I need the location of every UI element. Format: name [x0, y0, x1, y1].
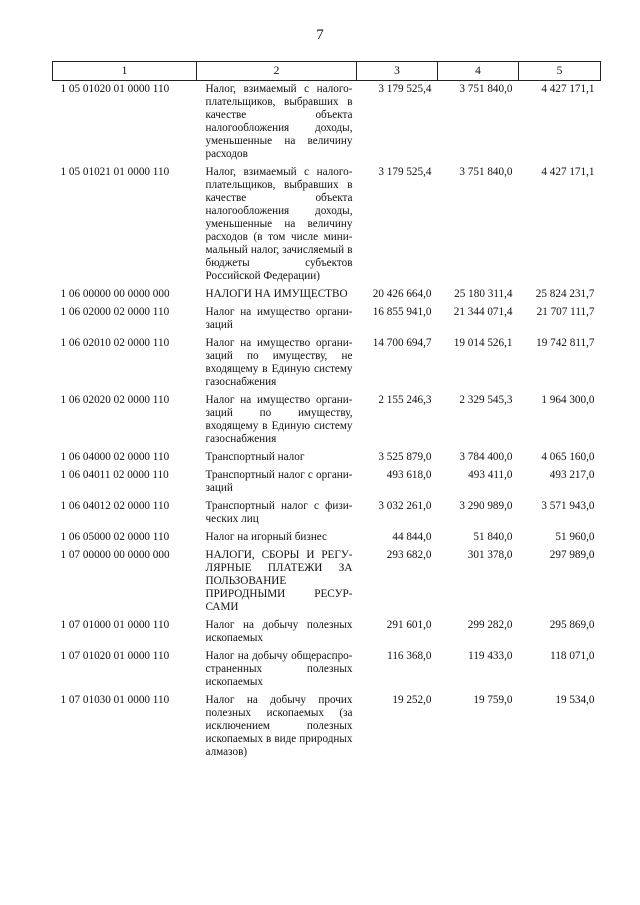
table-row	[53, 692, 601, 762]
value-col-4-cell: 51 840,0	[473, 531, 513, 543]
table-row	[53, 164, 601, 286]
value-col-3-cell: 3 179 525,4	[378, 83, 432, 95]
revenue-name-cell: Транспортный налог с организаций	[205, 469, 353, 494]
value-col-4-cell: 301 378,0	[467, 549, 513, 561]
revenue-name-cell: Налог, взимаемый с налогоплательщиков, выбравших в качестве объекта налогообложения доходы, уменьшенные на величину расходов	[205, 83, 353, 160]
table-row	[53, 304, 601, 335]
value-col-4-cell: 19 014 526,1	[453, 337, 513, 349]
table-row	[53, 467, 601, 498]
value-col-5-cell: 21 707 111,7	[536, 306, 595, 318]
value-col-5-cell: 4 065 160,0	[541, 451, 595, 463]
value-col-5-cell: 295 869,0	[549, 619, 595, 631]
budget-code-cell: 1 07 01020 01 0000 110	[60, 650, 170, 662]
revenue-name-cell: НАЛОГИ, СБОРЫ И РЕГУЛЯРНЫЕ ПЛАТЕЖИ ЗА ПОЛЬЗОВАНИЕ ПРИРОДНЫМИ РЕСУРСАМИ	[205, 549, 353, 613]
table-row	[53, 498, 601, 529]
table-row	[53, 648, 601, 692]
revenue-name-cell: Налог на добычу общераспространенных полезных ископаемых	[205, 650, 353, 688]
budget-code-cell: 1 06 04012 02 0000 110	[60, 500, 170, 512]
revenue-name-cell: Транспортный налог	[205, 451, 305, 463]
page-number: 7	[316, 27, 324, 43]
revenue-name-cell: Налог на имущество организаций по имуществу, не входящему в Единую систему газоснабжения	[205, 337, 353, 388]
revenue-name-cell: Налог на добычу прочих полезных ископаемых (за исключением полезных ископаемых в виде природных алмазов)	[205, 694, 353, 758]
value-col-5-cell: 3 571 943,0	[541, 500, 595, 512]
budget-code-cell: 1 06 05000 02 0000 110	[60, 531, 170, 543]
value-col-3-cell: 14 700 694,7	[372, 337, 432, 349]
value-col-4-cell: 25 180 311,4	[454, 288, 513, 300]
table-row	[53, 392, 601, 449]
table-row	[53, 335, 601, 392]
revenue-name-cell: Транспортный налог с физических лиц	[205, 500, 353, 525]
budget-revenue-table	[52, 61, 601, 762]
table-row	[53, 81, 601, 165]
value-col-4-cell: 3 751 840,0	[459, 166, 513, 178]
value-col-3-cell: 3 032 261,0	[378, 500, 432, 512]
revenue-name-cell: Налог на имущество организаций	[205, 306, 353, 331]
table-row	[53, 286, 601, 304]
budget-code-cell: 1 07 01030 01 0000 110	[60, 694, 170, 706]
value-col-3-cell: 293 682,0	[386, 549, 432, 561]
value-col-5-cell: 297 989,0	[549, 549, 595, 561]
budget-code-cell: 1 06 04011 02 0000 110	[60, 469, 169, 481]
value-col-3-cell: 44 844,0	[392, 531, 432, 543]
value-col-5-cell: 25 824 231,7	[535, 288, 595, 300]
value-col-3-cell: 291 601,0	[386, 619, 432, 631]
revenue-name-cell: НАЛОГИ НА ИМУЩЕСТВО	[205, 288, 348, 300]
value-col-5-cell: 4 427 171,1	[541, 166, 595, 178]
value-col-3-cell: 16 855 941,0	[372, 306, 432, 318]
budget-code-cell: 1 06 02020 02 0000 110	[60, 394, 170, 406]
header-col-4: 4	[438, 62, 519, 81]
table-row	[53, 529, 601, 547]
budget-code-cell: 1 06 02010 02 0000 110	[60, 337, 170, 349]
table-row	[53, 547, 601, 617]
value-col-4-cell: 119 433,0	[468, 650, 513, 662]
budget-code-cell: 1 07 01000 01 0000 110	[60, 619, 170, 631]
value-col-5-cell: 4 427 171,1	[541, 83, 595, 95]
budget-code-cell: 1 06 04000 02 0000 110	[60, 451, 170, 463]
value-col-5-cell: 19 534,0	[555, 694, 595, 706]
header-col-3: 3	[357, 62, 438, 81]
value-col-3-cell: 3 525 879,0	[378, 451, 432, 463]
value-col-4-cell: 299 282,0	[467, 619, 513, 631]
table-header	[53, 62, 601, 81]
value-col-4-cell: 3 751 840,0	[459, 83, 513, 95]
value-col-4-cell: 19 759,0	[473, 694, 513, 706]
value-col-4-cell: 2 329 545,3	[459, 394, 513, 406]
revenue-name-cell: Налог, взимаемый с налогоплательщиков, выбравших в качестве объекта налогообложения доходы, уменьшенные на величину расходов (в том числе минимальный налог, зачисляемый в бюджеты субъектов Российской Федерации)	[205, 166, 353, 282]
value-col-4-cell: 493 411,0	[468, 469, 513, 481]
value-col-4-cell: 3 784 400,0	[459, 451, 513, 463]
value-col-3-cell: 2 155 246,3	[378, 394, 432, 406]
budget-code-cell: 1 06 00000 00 0000 000	[60, 288, 170, 300]
value-col-3-cell: 20 426 664,0	[372, 288, 432, 300]
budget-code-cell: 1 05 01020 01 0000 110	[60, 83, 170, 95]
value-col-5-cell: 118 071,0	[550, 650, 595, 662]
table-row	[53, 449, 601, 467]
value-col-5-cell: 19 742 811,7	[536, 337, 595, 349]
budget-code-cell: 1 07 00000 00 0000 000	[60, 549, 170, 561]
header-col-1: 1	[53, 62, 197, 81]
budget-code-cell: 1 05 01021 01 0000 110	[60, 166, 170, 178]
value-col-3-cell: 19 252,0	[392, 694, 432, 706]
revenue-name-cell: Налог на добычу полезных ископаемых	[205, 619, 353, 644]
value-col-4-cell: 3 290 989,0	[459, 500, 513, 512]
header-col-2: 2	[197, 62, 357, 81]
value-col-3-cell: 116 368,0	[387, 650, 432, 662]
value-col-4-cell: 21 344 071,4	[453, 306, 513, 318]
value-col-5-cell: 1 964 300,0	[541, 394, 595, 406]
header-col-5: 5	[519, 62, 601, 81]
header-row	[53, 62, 601, 81]
value-col-3-cell: 3 179 525,4	[378, 166, 432, 178]
value-col-3-cell: 493 618,0	[386, 469, 432, 481]
budget-code-cell: 1 06 02000 02 0000 110	[60, 306, 170, 318]
value-col-5-cell: 493 217,0	[549, 469, 595, 481]
table-row	[53, 617, 601, 648]
revenue-name-cell: Налог на игорный бизнес	[205, 531, 328, 543]
value-col-5-cell: 51 960,0	[555, 531, 595, 543]
table-body	[53, 81, 601, 763]
revenue-name-cell: Налог на имущество организаций по имуществу, входящему в Единую систему газоснабжения	[205, 394, 353, 445]
